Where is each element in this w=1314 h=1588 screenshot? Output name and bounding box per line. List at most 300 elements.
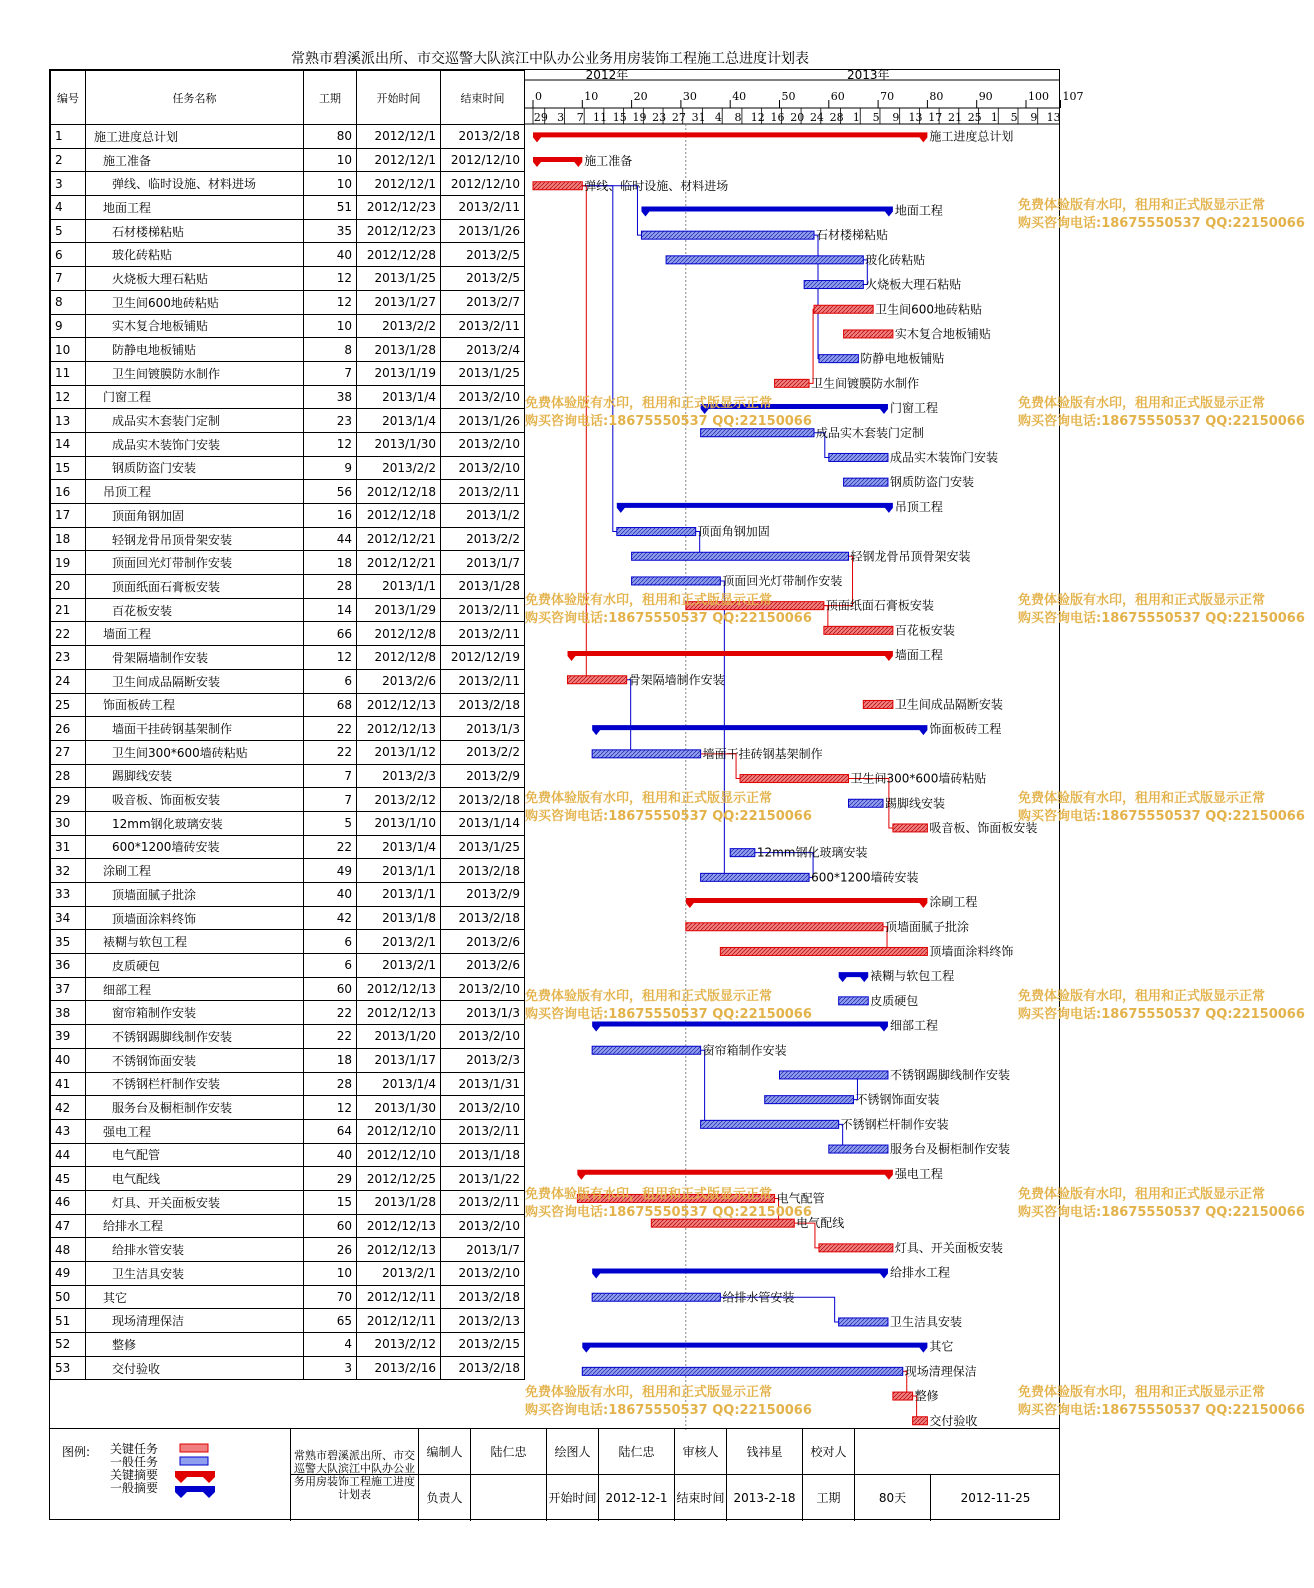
- summary-bar: [533, 132, 927, 142]
- task-end: 2013/1/7: [441, 551, 525, 575]
- task-name: 涂刷工程: [86, 859, 304, 883]
- task-id: 20: [51, 575, 86, 599]
- task-duration: 70: [304, 1285, 357, 1309]
- bar-label: 给排水工程: [889, 1265, 950, 1280]
- task-end: 2013/2/15: [441, 1333, 525, 1357]
- task-name: 顶面角钢加固: [86, 504, 304, 528]
- footer-reviewer-label: 审核人: [674, 1429, 726, 1474]
- task-bar: [824, 626, 893, 634]
- table-row: [51, 1072, 525, 1096]
- bar-label: 现场清理保洁: [904, 1364, 977, 1379]
- table-row: [51, 1025, 525, 1049]
- task-name: 皮质硬包: [86, 954, 304, 978]
- task-name: 成品实木套装门定制: [86, 409, 304, 433]
- watermark-line2: 购买咨询电话:18675550537 QQ:22150066: [1018, 1205, 1305, 1220]
- watermark-line1: 免费体验版有水印，租用和正式版显示正常: [525, 1385, 773, 1400]
- task-bar: [913, 1417, 928, 1425]
- task-bar: [829, 1145, 888, 1153]
- bar-label: 窗帘箱制作安装: [702, 1043, 787, 1058]
- task-name: 轻钢龙骨吊顶骨架安装: [86, 527, 304, 551]
- task-duration: 42: [304, 906, 357, 930]
- legend-crit-summary: 关键摘要: [110, 1468, 159, 1482]
- date-tick-label: 21: [947, 111, 962, 124]
- date-tick-label: 20: [790, 111, 805, 124]
- footer-start: 2012-12-1: [598, 1474, 674, 1521]
- task-start: 2012/12/13: [357, 1238, 441, 1262]
- bar-label: 墙面干挂砖钢基架制作: [702, 746, 823, 761]
- task-end: 2013/2/5: [441, 267, 525, 291]
- table-row: [51, 385, 525, 409]
- watermark: [1018, 1186, 1305, 1222]
- table-row: [51, 977, 525, 1001]
- day-tick-label: 30: [682, 90, 697, 103]
- task-end: 2013/2/10: [441, 977, 525, 1001]
- bar-label: 整修: [914, 1389, 939, 1404]
- date-tick-label: 1: [852, 111, 860, 124]
- bar-label: 防静电地板铺贴: [860, 351, 945, 366]
- legend-crit-swatch: [180, 1444, 208, 1452]
- watermark-line2: 购买咨询电话:18675550537 QQ:22150066: [525, 1007, 812, 1022]
- table-row: [51, 290, 525, 314]
- footer-start-label: 开始时间: [546, 1474, 598, 1521]
- watermark-line1: 免费体验版有水印，租用和正式版显示正常: [1018, 1187, 1266, 1202]
- task-name: 给排水管安装: [86, 1238, 304, 1262]
- task-id: 33: [51, 883, 86, 907]
- task-duration: 38: [304, 385, 357, 409]
- day-tick-label: 70: [880, 90, 895, 103]
- table-row: [51, 622, 525, 646]
- table-row: [51, 811, 525, 835]
- date-tick-label: 4: [714, 111, 722, 124]
- bar-label: 施工准备: [584, 154, 633, 169]
- task-end: 2013/1/7: [441, 1238, 525, 1262]
- task-start: 2013/1/17: [357, 1048, 441, 1072]
- bar-label: 火烧板大理石粘贴: [865, 277, 962, 292]
- watermark: [525, 592, 812, 628]
- task-id: 7: [51, 267, 86, 291]
- task-start: 2012/12/1: [357, 172, 441, 196]
- task-bar: [839, 997, 869, 1005]
- dependency-link: [582, 186, 617, 532]
- task-name: 整修: [86, 1333, 304, 1357]
- table-row: [51, 527, 525, 551]
- task-end: 2013/2/11: [441, 196, 525, 220]
- table-row: [51, 1167, 525, 1191]
- watermark-line1: 免费体验版有水印，租用和正式版显示正常: [525, 593, 773, 608]
- task-bar: [701, 873, 809, 881]
- task-end: 2013/1/25: [441, 835, 525, 859]
- watermark-line2: 购买咨询电话:18675550537 QQ:22150066: [525, 414, 812, 429]
- date-tick-label: 8: [734, 111, 742, 124]
- summary-bar: [839, 972, 869, 982]
- task-end: 2013/2/2: [441, 527, 525, 551]
- dependency-link: [582, 186, 641, 235]
- task-end: 2013/2/10: [441, 432, 525, 456]
- task-bar: [632, 577, 721, 585]
- date-tick-label: 27: [671, 111, 686, 124]
- task-name: 灯具、开关面板安装: [86, 1190, 304, 1214]
- task-id: 5: [51, 219, 86, 243]
- task-duration: 44: [304, 527, 357, 551]
- watermark-line2: 购买咨询电话:18675550537 QQ:22150066: [525, 611, 812, 626]
- task-id: 21: [51, 598, 86, 622]
- footer-date: 2012-11-25: [930, 1474, 1060, 1521]
- task-id: 13: [51, 409, 86, 433]
- watermark-line1: 免费体验版有水印，租用和正式版显示正常: [1018, 593, 1266, 608]
- task-name: 百花板安装: [86, 598, 304, 622]
- task-end: 2013/2/10: [441, 1214, 525, 1238]
- task-duration: 29: [304, 1167, 357, 1191]
- task-id: 36: [51, 954, 86, 978]
- task-end: 2013/1/26: [441, 219, 525, 243]
- date-tick-label: 13: [1046, 111, 1061, 124]
- day-tick-label: 100: [1028, 90, 1049, 103]
- task-start: 2012/12/25: [357, 1167, 441, 1191]
- task-start: 2012/12/18: [357, 480, 441, 504]
- table-row: [51, 196, 525, 220]
- dependency-link: [701, 1050, 705, 1124]
- header-end: 结束时间: [441, 71, 525, 125]
- table-row: [51, 1356, 525, 1380]
- task-start: 2012/12/13: [357, 693, 441, 717]
- task-end: 2013/2/11: [441, 1119, 525, 1143]
- task-bar: [592, 1046, 700, 1054]
- bar-label: 给排水管安装: [722, 1290, 795, 1305]
- task-start: 2012/12/11: [357, 1285, 441, 1309]
- date-tick-label: 1: [990, 111, 998, 124]
- task-duration: 26: [304, 1238, 357, 1262]
- day-tick-label: 50: [781, 90, 796, 103]
- task-start: 2012/12/10: [357, 1143, 441, 1167]
- task-start: 2013/1/30: [357, 1096, 441, 1120]
- task-duration: 15: [304, 1190, 357, 1214]
- task-duration: 65: [304, 1309, 357, 1333]
- task-bar: [632, 552, 849, 560]
- task-id: 40: [51, 1048, 86, 1072]
- table-row: [51, 693, 525, 717]
- watermark-line2: 购买咨询电话:18675550537 QQ:22150066: [1018, 216, 1305, 231]
- task-duration: 10: [304, 314, 357, 338]
- table-row: [51, 1285, 525, 1309]
- task-name: 防静电地板铺贴: [86, 338, 304, 362]
- task-bar: [849, 799, 884, 807]
- watermark: [1018, 790, 1305, 826]
- task-id: 14: [51, 432, 86, 456]
- date-tick-label: 17: [928, 111, 943, 124]
- task-end: 2013/2/6: [441, 954, 525, 978]
- day-tick-label: 60: [830, 90, 845, 103]
- bar-label: 不锈钢踢脚线制作安装: [889, 1067, 1010, 1082]
- task-name: 石材楼梯粘贴: [86, 219, 304, 243]
- table-row: [51, 669, 525, 693]
- task-end: 2013/1/18: [441, 1143, 525, 1167]
- day-tick-label: 80: [929, 90, 944, 103]
- task-duration: 40: [304, 1143, 357, 1167]
- task-name: 地面工程: [86, 196, 304, 220]
- task-id: 34: [51, 906, 86, 930]
- task-id: 12: [51, 385, 86, 409]
- bar-label: 灯具、开关面板安装: [894, 1240, 1003, 1255]
- task-bar: [533, 182, 582, 190]
- task-end: 2013/2/6: [441, 930, 525, 954]
- task-end: 2013/2/9: [441, 883, 525, 907]
- task-id: 51: [51, 1309, 86, 1333]
- task-id: 50: [51, 1285, 86, 1309]
- footer-checker-label: 校对人: [802, 1429, 854, 1474]
- task-end: 2013/2/18: [441, 1356, 525, 1380]
- table-row: [51, 1001, 525, 1025]
- bar-label: 顶墙面涂料终饰: [929, 944, 1014, 959]
- task-end: 2012/12/19: [441, 646, 525, 670]
- task-start: 2013/1/8: [357, 906, 441, 930]
- task-id: 32: [51, 859, 86, 883]
- task-name: 弹线、临时设施、材料进场: [86, 172, 304, 196]
- table-row: [51, 338, 525, 362]
- task-name: 卫生间600地砖粘贴: [86, 290, 304, 314]
- task-end: 2013/2/10: [441, 1096, 525, 1120]
- bar-label: 踢脚线安装: [885, 796, 946, 811]
- footer-duration-label: 工期: [802, 1474, 854, 1521]
- task-duration: 22: [304, 740, 357, 764]
- watermark-line2: 购买咨询电话:18675550537 QQ:22150066: [1018, 1007, 1305, 1022]
- task-name: 不锈钢栏杆制作安装: [86, 1072, 304, 1096]
- watermark: [525, 395, 812, 431]
- summary-bar: [577, 1170, 893, 1180]
- table-row: [51, 1238, 525, 1262]
- table-row: [51, 740, 525, 764]
- task-start: 2013/2/1: [357, 930, 441, 954]
- task-bar: [863, 700, 893, 708]
- task-duration: 64: [304, 1119, 357, 1143]
- watermark-line1: 免费体验版有水印，租用和正式版显示正常: [1018, 791, 1266, 806]
- task-id: 18: [51, 527, 86, 551]
- task-name: 门窗工程: [86, 385, 304, 409]
- task-duration: 7: [304, 788, 357, 812]
- task-duration: 80: [304, 125, 357, 149]
- table-row: [51, 906, 525, 930]
- date-tick-label: 7: [576, 111, 584, 124]
- task-start: 2012/12/13: [357, 977, 441, 1001]
- task-id: 44: [51, 1143, 86, 1167]
- task-start: 2013/1/20: [357, 1025, 441, 1049]
- task-duration: 22: [304, 1025, 357, 1049]
- task-end: 2013/1/25: [441, 361, 525, 385]
- watermark: [1018, 395, 1305, 431]
- date-tick-label: 15: [612, 111, 627, 124]
- task-duration: 12: [304, 432, 357, 456]
- task-duration: 10: [304, 172, 357, 196]
- task-id: 38: [51, 1001, 86, 1025]
- table-row: [51, 432, 525, 456]
- watermark-line2: 购买咨询电话:18675550537 QQ:22150066: [525, 1403, 812, 1418]
- task-bar: [641, 231, 814, 239]
- task-start: 2012/12/13: [357, 1214, 441, 1238]
- task-id: 28: [51, 764, 86, 788]
- watermark-line2: 购买咨询电话:18675550537 QQ:22150066: [1018, 414, 1305, 429]
- task-start: 2012/12/18: [357, 504, 441, 528]
- legend-task: 一般任务: [110, 1455, 159, 1469]
- summary-bar: [686, 898, 928, 908]
- table-row: [51, 1309, 525, 1333]
- legend-crit-task: 关键任务: [110, 1442, 159, 1456]
- date-tick-label: 9: [892, 111, 900, 124]
- task-start: 2013/1/4: [357, 409, 441, 433]
- bar-label: 卫生洁具安装: [889, 1314, 962, 1329]
- bar-label: 玻化砖粘贴: [865, 252, 926, 267]
- task-name: 服务台及橱柜制作安装: [86, 1096, 304, 1120]
- task-duration: 40: [304, 883, 357, 907]
- task-bar: [617, 528, 696, 536]
- bar-label: 百花板安装: [894, 623, 955, 638]
- task-end: 2013/2/7: [441, 290, 525, 314]
- task-duration: 35: [304, 219, 357, 243]
- day-tick-label: 10: [584, 90, 599, 103]
- footer-duration: 80天: [854, 1474, 930, 1521]
- task-name: 顶面纸面石膏板安装: [86, 575, 304, 599]
- bar-label: 顶墙面腻子批涂: [885, 919, 970, 934]
- bar-label: 电气配管: [776, 1191, 825, 1206]
- task-bar: [775, 379, 810, 387]
- task-start: 2013/2/2: [357, 456, 441, 480]
- task-end: 2013/1/3: [441, 717, 525, 741]
- table-row: [51, 1333, 525, 1357]
- bar-label: 墙面工程: [894, 648, 943, 663]
- day-tick-label: 0: [535, 90, 542, 103]
- task-bar: [829, 453, 888, 461]
- date-tick-label: 12: [750, 111, 765, 124]
- task-name: 墙面干挂砖钢基架制作: [86, 717, 304, 741]
- table-row: [51, 598, 525, 622]
- task-start: 2013/1/1: [357, 883, 441, 907]
- watermark: [1018, 197, 1305, 233]
- task-end: 2013/2/10: [441, 385, 525, 409]
- footer-checker: [854, 1429, 1060, 1474]
- footer-compiler-label: 编制人: [418, 1429, 470, 1474]
- watermark-line2: 购买咨询电话:18675550537 QQ:22150066: [1018, 809, 1305, 824]
- task-duration: 10: [304, 1262, 357, 1286]
- date-tick-label: 19: [632, 111, 647, 124]
- header-name: 任务名称: [86, 71, 304, 125]
- bar-label: 电气配线: [796, 1216, 845, 1231]
- task-end: 2013/1/2: [441, 504, 525, 528]
- task-duration: 7: [304, 764, 357, 788]
- task-start: 2012/12/8: [357, 646, 441, 670]
- task-name: 吊顶工程: [86, 480, 304, 504]
- task-end: 2013/2/10: [441, 1025, 525, 1049]
- task-duration: 66: [304, 622, 357, 646]
- table-row: [51, 480, 525, 504]
- chart-title: 常熟市碧溪派出所、市交巡警大队滨江中队办公业务用房装饰工程施工总进度计划表: [291, 51, 809, 67]
- table-row: [51, 409, 525, 433]
- task-bar: [893, 1392, 913, 1400]
- footer-block: [50, 1428, 1060, 1521]
- task-id: 8: [51, 290, 86, 314]
- summary-bar: [533, 157, 582, 167]
- bar-label: 卫生间600地砖粘贴: [875, 302, 983, 317]
- task-start: 2013/1/28: [357, 1190, 441, 1214]
- bar-label: 交付验收: [929, 1413, 978, 1428]
- footer-reviewer: 钱祎星: [726, 1429, 802, 1474]
- task-table: [50, 70, 525, 1380]
- task-bar: [730, 849, 755, 857]
- watermark: [525, 790, 812, 826]
- task-id: 35: [51, 930, 86, 954]
- table-row: [51, 954, 525, 978]
- header-start: 开始时间: [357, 71, 441, 125]
- task-end: 2013/2/11: [441, 669, 525, 693]
- task-duration: 18: [304, 1048, 357, 1072]
- task-name: 墙面工程: [86, 622, 304, 646]
- header-duration: 工期: [304, 71, 357, 125]
- task-duration: 60: [304, 1214, 357, 1238]
- task-bar: [844, 330, 893, 338]
- table-row: [51, 219, 525, 243]
- task-duration: 60: [304, 977, 357, 1001]
- task-start: 2012/12/11: [357, 1309, 441, 1333]
- table-row: [51, 1119, 525, 1143]
- watermark: [1018, 988, 1305, 1024]
- task-id: 39: [51, 1025, 86, 1049]
- date-tick-label: 24: [809, 111, 824, 124]
- bar-label: 其它: [929, 1339, 954, 1354]
- bar-label: 吸音板、饰面板安装: [929, 820, 1038, 835]
- task-bar: [568, 676, 627, 684]
- bar-label: 卫生间成品隔断安装: [894, 697, 1003, 712]
- task-id: 2: [51, 148, 86, 172]
- legend-summary: 一般摘要: [110, 1481, 159, 1495]
- task-name: 12mm钢化玻璃安装: [86, 811, 304, 835]
- task-end: 2013/1/31: [441, 1072, 525, 1096]
- bar-label: 钢质防盗门安装: [889, 475, 974, 490]
- table-row: [51, 575, 525, 599]
- bar-label: 不锈钢栏杆制作安装: [840, 1117, 949, 1132]
- task-start: 2013/1/28: [357, 338, 441, 362]
- task-id: 53: [51, 1356, 86, 1380]
- task-id: 19: [51, 551, 86, 575]
- task-start: 2012/12/23: [357, 196, 441, 220]
- date-tick-label: 16: [770, 111, 785, 124]
- bar-label: 门窗工程: [889, 401, 938, 416]
- task-start: 2012/12/23: [357, 219, 441, 243]
- task-end: 2013/2/18: [441, 1285, 525, 1309]
- table-row: [51, 456, 525, 480]
- table-row: [51, 930, 525, 954]
- summary-bar: [617, 503, 893, 513]
- watermark-line1: 免费体验版有水印，租用和正式版显示正常: [1018, 989, 1266, 1004]
- date-tick-label: 29: [533, 111, 548, 124]
- task-start: 2012/12/8: [357, 622, 441, 646]
- summary-bar: [592, 1269, 888, 1279]
- task-bar: [780, 1071, 888, 1079]
- task-name: 骨架隔墙制作安装: [86, 646, 304, 670]
- watermark: [525, 988, 812, 1024]
- footer-owner: [470, 1474, 546, 1521]
- timeline-year-2013: 2013年: [846, 68, 890, 82]
- task-start: 2013/1/1: [357, 859, 441, 883]
- task-name: 强电工程: [86, 1119, 304, 1143]
- bar-label: 强电工程: [894, 1166, 943, 1181]
- task-start: 2012/12/28: [357, 243, 441, 267]
- task-name: 600*1200墙砖安装: [86, 835, 304, 859]
- task-id: 16: [51, 480, 86, 504]
- date-tick-label: 5: [872, 111, 880, 124]
- footer-end: 2013-2-18: [726, 1474, 802, 1521]
- task-name: 实木复合地板铺贴: [86, 314, 304, 338]
- task-end: 2013/2/18: [441, 906, 525, 930]
- task-id: 6: [51, 243, 86, 267]
- bar-label: 裱糊与软包工程: [870, 969, 955, 984]
- summary-bar: [641, 206, 892, 216]
